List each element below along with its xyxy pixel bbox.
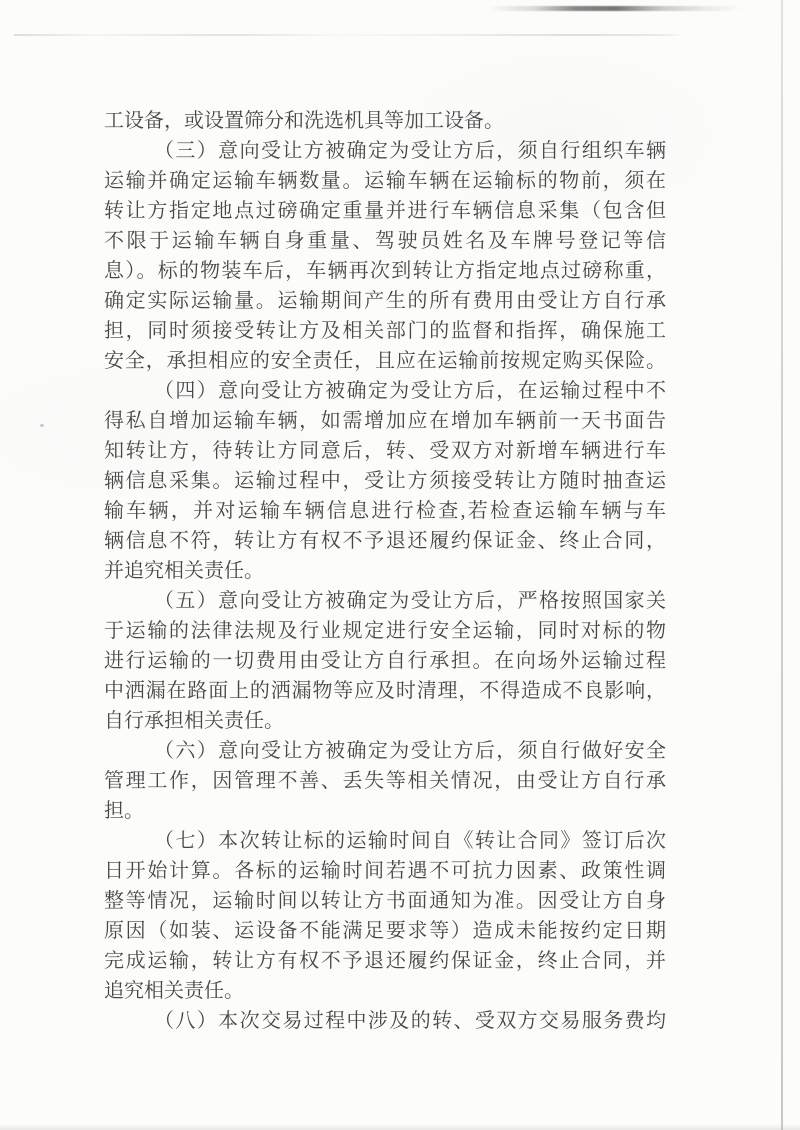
text-line: （八）本次交易过程中涉及的转、受双方交易服务费均 xyxy=(154,1010,666,1032)
text-line: 原因（如装、运设备不能满足要求等）造成未能按约定日期 xyxy=(104,920,666,942)
text-line: 确定实际运输量。运输期间产生的所有费用由受让方自行承 xyxy=(104,290,666,312)
text-line: 日开始计算。各标的运输时间若遇不可抗力因素、政策性调 xyxy=(104,860,666,882)
text-line: 整等情况，运输时间以转让方书面通知为准。因受让方自身 xyxy=(104,890,666,912)
text-line: 知转让方，待转让方同意后，转、受双方对新增车辆进行车 xyxy=(104,440,666,462)
text-line: （五）意向受让方被确定为受让方后，严格按照国家关 xyxy=(154,590,666,612)
text-line: 担。 xyxy=(104,800,144,822)
text-line: 辆信息采集。运输过程中，受让方须接受转让方随时抽查运 xyxy=(104,470,666,492)
text-line: 进行运输的一切费用由受让方自行承担。在向场外运输过程 xyxy=(104,650,666,672)
text-line: （七）本次转让标的运输时间自《转让合同》签订后次 xyxy=(154,830,666,852)
scan-page-edge-line xyxy=(781,0,783,1130)
scan-faint-line-artifact xyxy=(14,34,686,36)
text-line: 得私自增加运输车辆，如需增加应在增加车辆前一天书面告 xyxy=(104,410,666,432)
text-line: 辆信息不符，转让方有权不予退还履约保证金、终止合同， xyxy=(104,530,666,552)
scan-streak-artifact xyxy=(488,6,743,11)
text-line: 并追究相关责任。 xyxy=(104,560,264,582)
text-line: 于运输的法律法规及行业规定进行安全运输，同时对标的物 xyxy=(104,620,666,642)
text-line: （三）意向受让方被确定为受让方后，须自行组织车辆 xyxy=(154,140,666,162)
text-line: 输车辆，并对运输车辆信息进行检查,若检查运输车辆与车 xyxy=(104,500,666,522)
text-line: 管理工作，因管理不善、丢失等相关情况，由受让方自行承 xyxy=(104,770,666,792)
text-line: （六）意向受让方被确定为受让方后，须自行做好安全 xyxy=(154,740,666,762)
text-line: 安全，承担相应的安全责任，且应在运输前按规定购买保险。 xyxy=(104,350,666,372)
text-line: 完成运输，转让方有权不予退还履约保证金，终止合同，并 xyxy=(104,950,666,972)
text-line: 不限于运输车辆自身重量、驾驶员姓名及车牌号登记等信 xyxy=(104,230,666,252)
document-text-block xyxy=(104,106,666,1036)
text-line: 中洒漏在路面上的洒漏物等应及时清理，不得造成不良影响， xyxy=(104,680,666,702)
scan-bottom-shadow xyxy=(0,1124,800,1130)
scan-speck-artifact xyxy=(40,424,44,427)
text-line: 运输并确定运输车辆数量。运输车辆在运输标的物前，须在 xyxy=(104,170,666,192)
text-line: 工设备，或设置筛分和洗选机具等加工设备。 xyxy=(104,110,504,132)
text-line: 自行承担相关责任。 xyxy=(104,710,284,732)
text-line: 担，同时须接受转让方及相关部门的监督和指挥，确保施工 xyxy=(104,320,666,342)
text-line: 转让方指定地点过磅确定重量并进行车辆信息采集（包含但 xyxy=(104,200,666,222)
text-line: （四）意向受让方被确定为受让方后，在运输过程中不 xyxy=(154,380,666,402)
text-line: 追究相关责任。 xyxy=(104,980,244,1002)
text-line: 息）。标的物装车后，车辆再次到转让方指定地点过磅称重， xyxy=(104,260,666,282)
